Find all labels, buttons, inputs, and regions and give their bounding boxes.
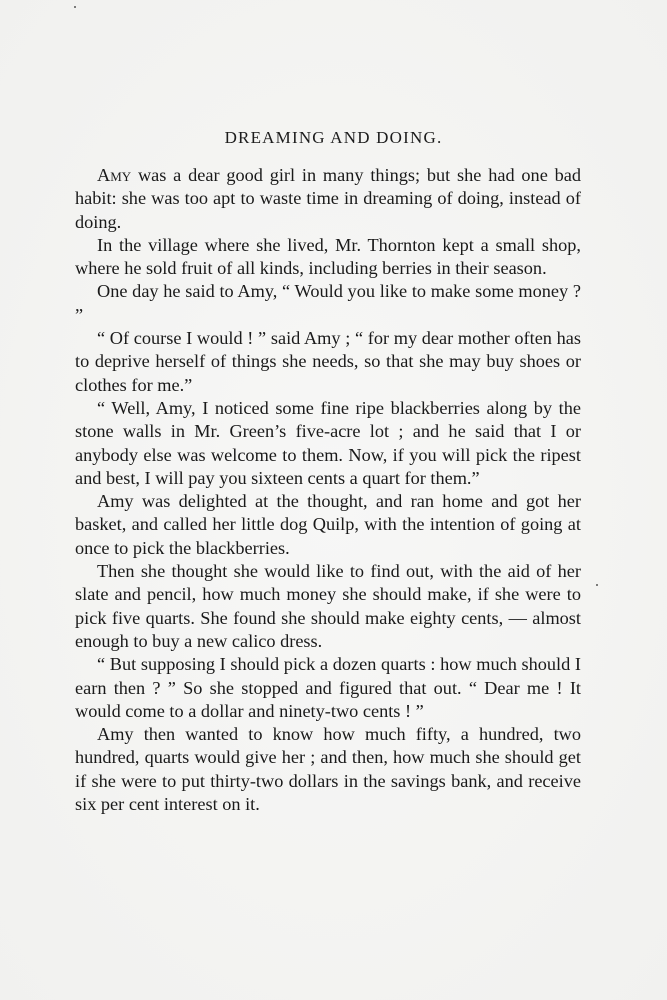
paragraph-text: One day he said to Amy, “ Would you like to make some money ? ” — [75, 281, 581, 325]
paper-speck — [596, 584, 598, 586]
paragraph — [75, 234, 581, 281]
paragraph — [75, 723, 581, 816]
paragraph-lead: Amy — [97, 165, 132, 185]
paragraph-text: “ Of course I would ! ” said Amy ; “ for my dear mother often has to deprive herself of things she needs, so that she may buy shoes or clothes for me.” — [75, 328, 581, 395]
paragraph-text: Amy then wanted to know how much fifty, a hundred, two hundred, quarts would give her ; and then, how much she should get if she were to put thirty-two dollars in the savings bank, and receive six per cent interest on it. — [75, 724, 581, 815]
chapter-title: DREAMING AND DOING. — [224, 128, 443, 147]
chapter-body — [75, 164, 581, 816]
paragraph-text: Then she thought she would like to find out, with the aid of her slate and pencil, how much money she should make, if she were to pick five quarts. She found she should make eighty cents, — almost enough to buy a new calico dress. — [75, 561, 581, 651]
paper-speck — [74, 6, 76, 8]
paragraph-text: was a dear good girl in many things; but she had one bad habit: she was too apt to waste time in dreaming of doing, instead of doing. — [75, 165, 581, 232]
paragraph — [75, 327, 581, 397]
paragraph — [75, 164, 581, 234]
paragraph-text: “ Well, Amy, I noticed some fine ripe blackberries along by the stone walls in Mr. Green’s five-acre lot ; and he said that I or anybody else was welcome to them. Now, if you will pick the ripest and best, I will pay you sixteen cents a quart for them.” — [75, 397, 581, 488]
paragraph — [75, 653, 581, 723]
paragraph — [75, 280, 581, 327]
paragraph — [75, 560, 581, 653]
paragraph — [75, 397, 581, 490]
paragraph-text: Amy was delighted at the thought, and ran home and got her basket, and called her little dog Quilp, with the intention of going at once to pick the blackberries. — [75, 491, 581, 558]
paragraph — [75, 490, 581, 560]
paragraph-text: In the village where she lived, Mr. Thornton kept a small shop, where he sold fruit of all kinds, including berries in their season. — [75, 234, 581, 279]
paragraph-text: “ But supposing I should pick a dozen quarts : how much should I earn then ? ” So she stopped and figured that out. “ Dear me ! It would come to a dollar and ninety-two cents ! ” — [75, 654, 581, 721]
